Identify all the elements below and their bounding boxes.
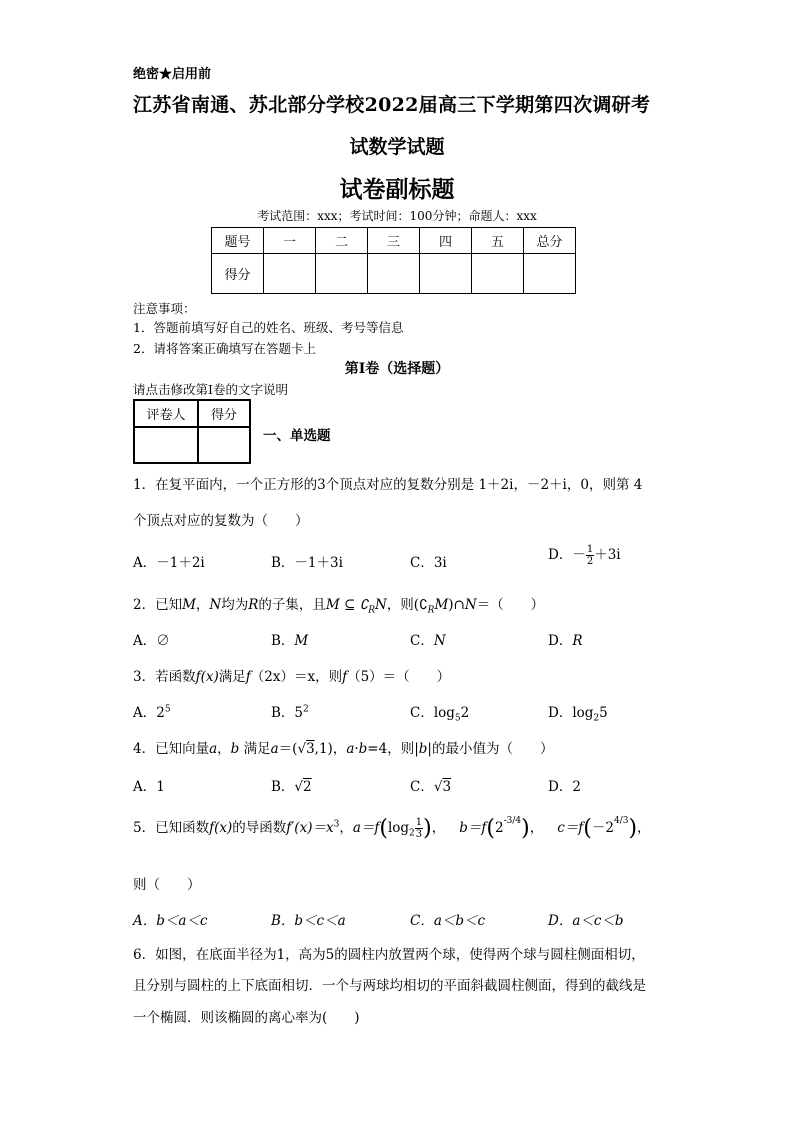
q5-option-b: B．b＜c＜a (271, 913, 346, 929)
paren: ( (583, 816, 592, 841)
q4-text: 满足 (239, 741, 271, 757)
note-item: 2．请将答案正确填写在答题卡上 (133, 341, 316, 356)
option-text: 5 (599, 705, 608, 721)
q5-math: b＝f (459, 820, 487, 836)
fraction-denominator: 3 (415, 829, 423, 840)
exam-title-line2: 试数学试题 (349, 136, 445, 158)
q4-text: ， (217, 741, 231, 757)
q2-var: N (375, 597, 387, 613)
q2-var: R (248, 597, 259, 613)
grader-cell (198, 427, 250, 463)
q2-option-a: A．∅ (133, 633, 170, 649)
paren: ) (521, 816, 530, 841)
option-prefix: B． (271, 633, 295, 649)
score-cell (472, 254, 524, 294)
option-sup: 2 (303, 704, 309, 715)
q2-option-c (410, 629, 446, 649)
score-header-cell: 二 (316, 228, 368, 254)
question-6-line2: 且分别与圆柱的上下底面相切．一个与两球均相切的平面斜截圆柱侧面，得到的截线是 (133, 978, 646, 994)
q2-text: ， (195, 597, 210, 613)
q3-text: （2x）＝x，则 (250, 669, 343, 685)
paren: ) (423, 816, 432, 841)
q5-math: log (387, 820, 410, 836)
q5-sup: 3 (333, 819, 340, 830)
q4-text: ＝( (278, 741, 298, 757)
option-sub: 5 (454, 713, 461, 724)
q2-var: N (209, 597, 222, 613)
option-value: N (433, 633, 446, 649)
option-text: A．2 (133, 705, 165, 721)
q5-text: ， (637, 820, 651, 836)
fraction-numerator: 1 (415, 817, 423, 828)
fraction-numerator: 1 (586, 544, 594, 555)
option-text: 2 (460, 705, 470, 721)
question-5-stem (133, 816, 651, 841)
q5-math: a＝f (352, 820, 380, 836)
q5-exponent: 4/3 (613, 816, 629, 826)
question-4-stem (133, 737, 553, 757)
q5-math: f′(x)＝x (286, 820, 334, 836)
exam-info: 考试范围：xxx；考试时间：100分钟；命题人：xxx (257, 209, 537, 223)
sqrt-radicand: 3 (306, 741, 315, 757)
q2-text: 均为 (221, 597, 249, 613)
q2-text: ＝（ ） (476, 597, 545, 613)
option-prefix: C． (410, 633, 434, 649)
q5-math: c＝f (557, 820, 584, 836)
option-sub: 2 (593, 713, 600, 724)
q5-text: ， (339, 820, 353, 836)
vector-a: a (270, 741, 279, 757)
question-5-line2: 则（ ） (133, 877, 201, 893)
q5-option-a: A．b＜a＜c (133, 913, 208, 929)
sqrt-radicand: 2 (303, 779, 312, 795)
q2-option-d (548, 629, 583, 649)
q3-text: 满足 (218, 669, 246, 685)
sqrt-symbol: √ (297, 741, 307, 757)
q4-option-c (410, 775, 451, 795)
q3-var: f (342, 669, 348, 685)
q4-text: ,1)， (314, 741, 347, 757)
q4-text: =4，则 (367, 741, 415, 757)
score-header-cell: 四 (420, 228, 472, 254)
q5-exponent: -3/4 (503, 816, 522, 826)
option-text: C．log (410, 705, 455, 721)
q5-math: 2 (494, 820, 504, 836)
fraction (586, 544, 594, 567)
option-sup: 5 (164, 704, 171, 715)
q1-option-d (548, 543, 621, 567)
q3-text: （5）＝（ ） (347, 669, 451, 685)
notes-heading: 注意事项： (133, 301, 196, 316)
score-cell (368, 254, 420, 294)
option-value: M (294, 633, 309, 649)
grader-table (133, 399, 251, 464)
q1-option-b: B．－1＋3i (271, 555, 343, 571)
q4-option-a: A．1 (133, 779, 165, 795)
q3-option-a (133, 701, 171, 721)
score-header-cell: 五 (472, 228, 524, 254)
exam-title-line1: 江苏省南通、苏北部分学校2022届高三下学期第四次调研考 (133, 94, 651, 116)
section-title: 一、单选题 (263, 428, 331, 444)
sqrt-symbol: √ (433, 779, 443, 795)
paren: ( (486, 816, 495, 841)
question-6-line1: 6．如图，在底面半径为1，高为5的圆柱内放置两个球，使得两个球与圆柱侧面相切， (133, 947, 645, 963)
score-header-cell: 题号 (212, 228, 264, 254)
vector-b: b (230, 741, 240, 757)
q2-text: ，则(∁ (386, 597, 428, 613)
q5-math: f(x) (209, 820, 233, 836)
dot-product: a·b (346, 741, 368, 757)
q5-math: －2 (591, 820, 614, 836)
vector-a: a (209, 741, 218, 757)
q2-sub: R (368, 605, 375, 616)
q2-text: )∩ (448, 597, 465, 613)
q1-option-d-prefix: D．－ (548, 547, 586, 563)
option-value: R (572, 633, 583, 649)
question-2-stem (133, 593, 544, 616)
q1-option-c: C．3i (410, 555, 447, 571)
q3-text: 3．若函数 (133, 669, 196, 685)
q1-option-a: A．－1＋2i (133, 555, 205, 571)
vector-norm: |b| (414, 741, 432, 757)
question-3-stem (133, 665, 450, 685)
q2-var: M (434, 597, 449, 613)
fraction-denominator: 2 (586, 556, 594, 567)
fraction (415, 817, 423, 840)
q4-option-b (271, 775, 312, 795)
q2-var: M (182, 597, 196, 613)
grader-header: 评卷人 (134, 400, 198, 427)
q2-var: M ⊆ ∁ (325, 597, 369, 613)
q2-text: 的子集，且 (258, 597, 326, 613)
score-cell (524, 254, 576, 294)
secret-mark: 绝密★启用前 (133, 67, 212, 82)
q5-sub: 2 (409, 828, 415, 839)
q5-text: ， (529, 820, 544, 836)
option-text: B．5 (271, 705, 304, 721)
q5-text: ， (431, 820, 446, 836)
q5-text: 的导函数 (232, 820, 287, 836)
score-header-cell: 三 (368, 228, 420, 254)
q2-option-b (271, 629, 308, 649)
score-header-cell: 一 (264, 228, 316, 254)
q4-text: 4．已知向量 (133, 741, 210, 757)
score-cell (264, 254, 316, 294)
sqrt-radicand: 3 (442, 779, 452, 795)
grader-cell (134, 427, 198, 463)
q2-sub: R (427, 605, 435, 616)
q4-option-d: D．2 (548, 779, 581, 795)
option-prefix: B． (271, 779, 295, 795)
note-item: 1．答题前填写好自己的姓名、班级、考号等信息 (133, 320, 404, 335)
sqrt-symbol: √ (294, 779, 304, 795)
option-text: D．log (548, 705, 594, 721)
score-row-label: 得分 (212, 254, 264, 294)
q2-var: N (464, 597, 477, 613)
q3-option-c (410, 701, 469, 724)
part-title: 第I卷（选择题） (344, 361, 450, 377)
paren: ( (379, 816, 388, 841)
part-hint: 请点击修改第I卷的文字说明 (133, 382, 288, 397)
q4-text: 的最小值为（ ） (431, 741, 554, 757)
score-cell (316, 254, 368, 294)
score-header-cell: 总分 (524, 228, 576, 254)
q5-option-c: C．a＜b＜c (410, 913, 486, 929)
q3-option-d (548, 701, 608, 724)
grader-header: 得分 (198, 400, 250, 427)
q3-var: f (245, 669, 251, 685)
paren: ) (628, 816, 638, 841)
q3-option-b (271, 701, 309, 721)
question-6-line3: 一个椭圆．则该椭圆的离心率为( ) (133, 1010, 360, 1026)
exam-subtitle: 试卷副标题 (339, 176, 455, 203)
q5-text: 5．已知函数 (133, 820, 210, 836)
q5-option-d: D．a＜c＜b (548, 913, 624, 929)
q3-var: f(x) (195, 669, 219, 685)
question-1-line1: 1．在复平面内，一个正方形的3个顶点对应的复数分别是 1＋2i，－2＋i，0，则第 4 (133, 477, 643, 493)
q1-option-d-suffix: ＋3i (594, 547, 621, 563)
question-1-line2: 个顶点对应的复数为（ ） (133, 513, 309, 529)
option-prefix: D． (548, 633, 573, 649)
option-prefix: C． (410, 779, 434, 795)
score-table (211, 227, 576, 294)
score-cell (420, 254, 472, 294)
q2-text: 2．已知 (133, 597, 183, 613)
